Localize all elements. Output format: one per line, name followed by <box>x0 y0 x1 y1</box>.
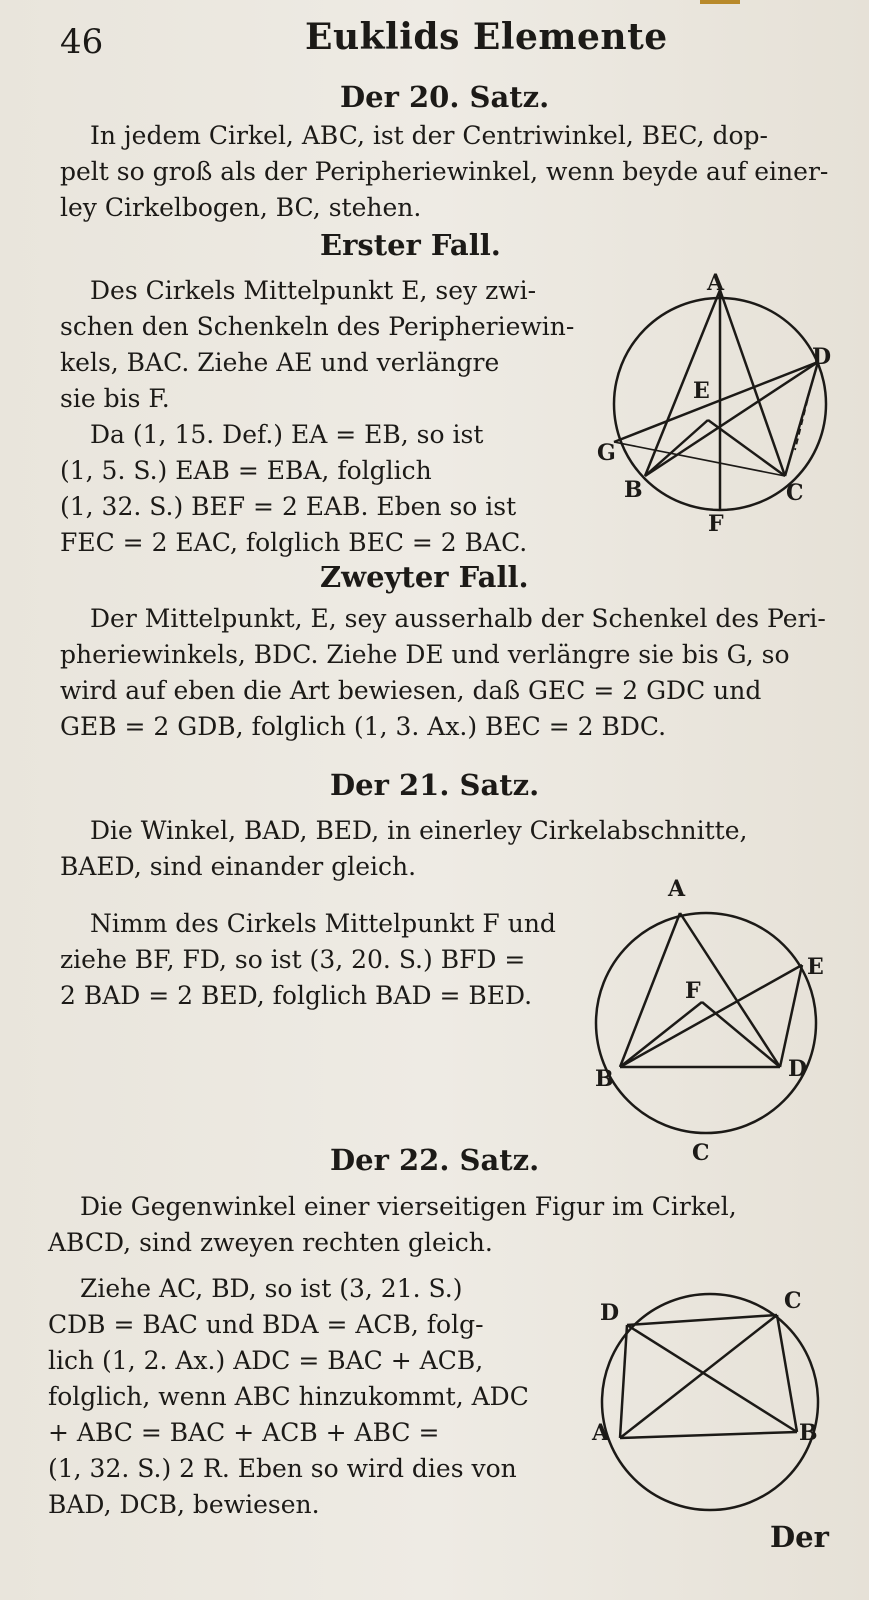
satz22-proof-line: + ABC = BAC + ACB + ABC = <box>48 1418 440 1447</box>
case2-line: GEB = 2 GDB, folglich (1, 3. Ax.) BEC = 2 BDC. <box>60 712 667 741</box>
fig2-label-D: D <box>788 1056 808 1082</box>
catchword: Der <box>770 1520 829 1554</box>
fig2-label-B: B <box>595 1066 614 1092</box>
case1-line: (1, 32. S.) BEF = 2 EAB. Eben so ist <box>60 492 517 521</box>
page-edge-mark <box>700 0 740 4</box>
satz21-proof-line: Nimm des Cirkels Mittelpunkt F und <box>90 909 556 938</box>
page-number: 46 <box>60 22 104 62</box>
satz20-statement-line: ley Cirkelbogen, BC, stehen. <box>60 193 422 222</box>
case1-line: Da (1, 15. Def.) EA = EB, so ist <box>90 420 484 449</box>
fig3-label-C: C <box>784 1288 802 1314</box>
satz20-title: Der 20. Satz. <box>340 80 550 114</box>
fig2-label-A: A <box>668 876 686 902</box>
case1-line: (1, 5. S.) EAB = EBA, folglich <box>60 456 432 485</box>
circle <box>602 1294 818 1510</box>
fig1-label-D: D <box>812 344 832 370</box>
satz22-proof-line: CDB = BAC und BDA = ACB, folg- <box>48 1310 484 1339</box>
satz22-proof-line: Ziehe AC, BD, so ist (3, 21. S.) <box>80 1274 463 1303</box>
case2-line: Der Mittelpunkt, E, sey ausserhalb der Schenkel des Peri- <box>90 604 826 633</box>
satz22-proof-line: folglich, wenn ABC hinzukommt, ADC <box>48 1382 529 1411</box>
satz22-proof-line: (1, 32. S.) 2 R. Eben so wird dies von <box>48 1454 517 1483</box>
case1-line: schen den Schenkeln des Peripheriewin- <box>60 312 575 341</box>
case2-line: pheriewinkels, BDC. Ziehe DE und verlängre sie bis G, so <box>60 640 790 669</box>
satz21-statement-line: Die Winkel, BAD, BED, in einerley Cirkelabschnitte, <box>90 816 748 845</box>
fig2-label-F: F <box>685 978 701 1004</box>
fig1-label-A: A <box>707 270 725 296</box>
satz21-statement-line: BAED, sind einander gleich. <box>60 852 417 881</box>
case1-line: Des Cirkels Mittelpunkt E, sey zwi- <box>90 276 537 305</box>
running-head: Euklids Elemente <box>305 16 668 58</box>
satz22-proof-line: BAD, DCB, bewiesen. <box>48 1490 320 1519</box>
case1-line: sie bis F. <box>60 384 170 413</box>
case2-line: wird auf eben die Art bewiesen, daß GEC = 2 GDC und <box>60 676 762 705</box>
case1-line: kels, BAC. Ziehe AE und verlängre <box>60 348 500 377</box>
circle <box>596 913 816 1133</box>
case1-title: Erster Fall. <box>320 228 501 262</box>
fig1-label-C: C <box>786 480 804 506</box>
figure-satz22 <box>592 1290 832 1530</box>
fig3-label-B: B <box>799 1420 818 1446</box>
fig3-label-A: A <box>592 1420 610 1446</box>
figure-satz20 <box>597 270 840 540</box>
satz20-statement-line: pelt so groß als der Peripheriewinkel, wenn beyde auf einer- <box>60 157 829 186</box>
satz22-statement-line: ABCD, sind zweyen rechten gleich. <box>48 1228 493 1257</box>
satz22-proof-line: lich (1, 2. Ax.) ADC = BAC + ACB, <box>48 1346 484 1375</box>
fig1-label-B: B <box>624 477 643 503</box>
satz21-proof-line: ziehe BF, FD, so ist (3, 20. S.) BFD = <box>60 945 526 974</box>
fig1-label-G: G <box>597 440 616 466</box>
fig2-label-C: C <box>692 1140 710 1166</box>
satz20-statement-line: In jedem Cirkel, ABC, ist der Centriwinkel, BEC, dop- <box>90 121 768 150</box>
case2-title: Zweyter Fall. <box>320 560 529 594</box>
satz22-title: Der 22. Satz. <box>330 1143 540 1177</box>
fig2-label-E: E <box>807 954 824 980</box>
satz21-proof-line: 2 BAD = 2 BED, folglich BAD = BED. <box>60 981 533 1010</box>
fig1-label-F: F <box>708 511 724 537</box>
case1-line: FEC = 2 EAC, folglich BEC = 2 BAC. <box>60 528 528 557</box>
satz22-statement-line: Die Gegenwinkel einer vierseitigen Figur im Cirkel, <box>80 1192 737 1221</box>
fig1-label-E: E <box>693 378 710 404</box>
satz21-title: Der 21. Satz. <box>330 768 540 802</box>
fig3-label-D: D <box>600 1300 620 1326</box>
figure-satz21 <box>590 876 840 1170</box>
